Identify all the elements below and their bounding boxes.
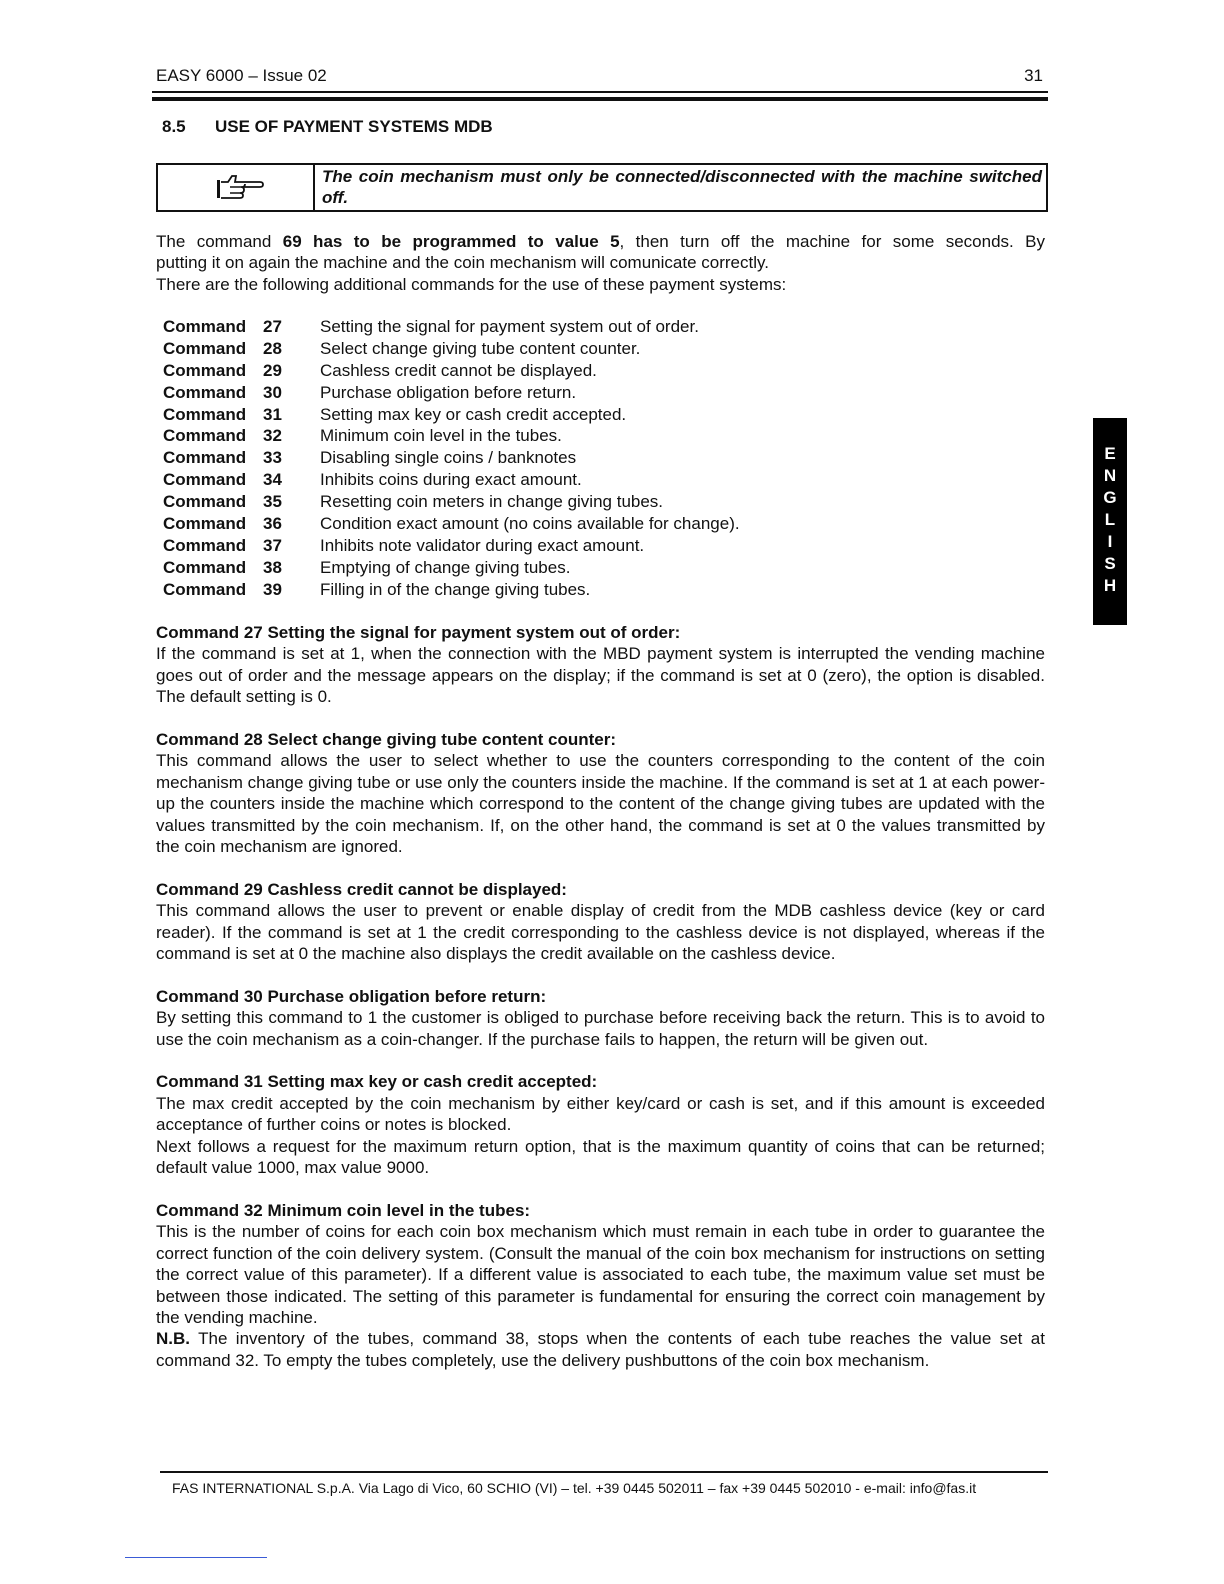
intro-line1-post: , then turn off the machine for some seconds. By <box>619 232 1046 251</box>
command-number: 30 <box>263 382 282 402</box>
command-number: 37 <box>263 535 282 555</box>
command-label: Command <box>163 404 247 424</box>
section-command-30-title: Command 30 Purchase obligation before return: <box>156 986 547 1006</box>
intro-line3: There are the following additional commands for the use of these payment systems: <box>156 274 787 294</box>
nb-text: The inventory of the tubes, command 38, stops when the contents of each tube reaches the value set at command 32. To empty the tubes completely, use the delivery pushbuttons of the coin box mechanism. <box>156 1329 1045 1370</box>
command-description: Inhibits note validator during exact amount. <box>320 535 645 555</box>
section-command-29-title: Command 29 Cashless credit cannot be displayed: <box>156 879 567 899</box>
language-tab-letter: G <box>1103 488 1117 507</box>
nb-label: N.B. <box>156 1329 190 1349</box>
section-command-30 <box>156 986 1045 1050</box>
section-command-32-body: This is the number of coins for each coin box mechanism which must remain in each tube in order to guarantee the correct function of the coin delivery system. (Consult the manual of the coin box mechanism for instructions on setting the correct value of this parameter). If a different value is associated to each tube, the maximum value set must be between those indicated. The setting of this parameter is fundamental for ensuring the correct coin management by the vending machine. <box>156 1222 1045 1327</box>
command-description: Setting max key or cash credit accepted. <box>320 404 627 424</box>
command-number: 27 <box>263 317 282 336</box>
command-number: 33 <box>263 448 282 468</box>
command-list-row <box>163 404 863 426</box>
command-label: Command <box>163 360 247 380</box>
section-command-27 <box>156 622 1045 708</box>
command-list-row <box>163 382 863 404</box>
command-number: 36 <box>263 514 282 534</box>
command-description: Condition exact amount (no coins available for change). <box>320 514 740 534</box>
command-description: Cashless credit cannot be displayed. <box>320 360 597 380</box>
command-number: 31 <box>263 404 282 424</box>
command-description: Select change giving tube content counter. <box>320 338 641 358</box>
command-list-row <box>163 447 863 469</box>
language-tab-letter: H <box>1103 576 1117 595</box>
language-tab-letter: N <box>1103 466 1117 485</box>
warning-notice-box <box>156 163 1048 212</box>
command-descriptions <box>156 622 1045 1393</box>
command-label: Command <box>163 514 247 534</box>
command-list-row <box>163 579 863 601</box>
command-number: 35 <box>263 492 282 512</box>
section-title: USE OF PAYMENT SYSTEMS MDB <box>215 117 493 136</box>
notice-icon-cell <box>158 165 315 210</box>
section-heading <box>162 117 493 137</box>
command-description: Emptying of change giving tubes. <box>320 557 571 577</box>
command-label: Command <box>163 426 247 446</box>
language-tab-letter: L <box>1104 510 1116 529</box>
command-label: Command <box>163 492 247 512</box>
command-list-row <box>163 425 863 447</box>
section-command-31-body-2: Next follows a request for the maximum return option, that is the maximum quantity of coins that can be returned; default value 1000, max value 9000. <box>156 1136 1045 1178</box>
command-description: Inhibits coins during exact amount. <box>320 470 582 490</box>
command-number: 29 <box>263 360 282 380</box>
command-description: Minimum coin level in the tubes. <box>320 426 562 446</box>
header-rule-thick <box>152 97 1048 101</box>
command-number: 32 <box>263 426 282 446</box>
language-tab-letters <box>1093 443 1127 597</box>
section-command-28-title: Command 28 Select change giving tube content counter: <box>156 730 617 750</box>
command-description: Resetting coin meters in change giving tubes. <box>320 492 664 512</box>
section-command-32 <box>156 1200 1045 1371</box>
language-tab-letter: S <box>1104 554 1116 573</box>
intro-line1-bold: 69 has to be programmed to value 5 <box>282 232 620 251</box>
section-command-29 <box>156 879 1045 965</box>
language-tab-letter: E <box>1104 444 1116 463</box>
section-command-29-body: This command allows the user to prevent or enable display of credit from the MDB cashless device (key or card reader). If the command is set at 1 the credit corresponding to the cashless device is not displayed, whereas if the command is set at 0 the machine also displays the credit available on the cashless device. <box>156 901 1045 964</box>
command-list-row <box>163 338 863 360</box>
command-list <box>163 316 863 601</box>
section-command-30-body: By setting this command to 1 the customer is obliged to purchase before receiving back the return. This is to avoid to use the coin mechanism as a coin-changer. If the purchase fails to happen, the return will be given out. <box>156 1008 1045 1049</box>
document-title: EASY 6000 – Issue 02 <box>156 66 327 85</box>
command-number: 28 <box>263 338 282 358</box>
section-number: 8.5 <box>162 117 186 136</box>
section-command-31-title: Command 31 Setting max key or cash credit accepted: <box>156 1072 598 1092</box>
intro-paragraph <box>156 231 1045 295</box>
command-number: 38 <box>263 557 282 577</box>
page-footer: FAS INTERNATIONAL S.p.A. Via Lago di Vico, 60 SCHIO (VI) – tel. +39 0445 502011 – fax +39 0445 502010 - e-mail: info@fas.it <box>172 1480 977 1496</box>
intro-line1-pre: The command <box>156 232 283 251</box>
pointing-hand-icon <box>216 174 264 200</box>
command-list-row <box>163 557 863 579</box>
command-label: Command <box>163 317 247 336</box>
section-command-32-title: Command 32 Minimum coin level in the tubes: <box>156 1200 531 1220</box>
command-label: Command <box>163 470 247 490</box>
footer-rule <box>160 1471 1048 1473</box>
section-command-27-title: Command 27 Setting the signal for payment system out of order: <box>156 623 681 642</box>
command-list-row <box>163 535 863 557</box>
command-list-row <box>163 491 863 513</box>
command-label: Command <box>163 579 247 599</box>
intro-line2: putting it on again the machine and the coin mechanism will comunicate correctly. <box>156 253 769 273</box>
command-list-row <box>163 360 863 382</box>
section-command-28 <box>156 729 1045 857</box>
language-tab-letter: I <box>1107 532 1113 551</box>
command-number: 39 <box>263 579 282 599</box>
section-command-31-body-1: The max credit accepted by the coin mechanism by either key/card or cash is set, and if this amount is exceeded acceptance of further coins or notes is blocked. <box>156 1093 1045 1135</box>
command-label: Command <box>163 448 247 468</box>
command-list-row <box>163 316 863 338</box>
command-list-row <box>163 513 863 535</box>
command-label: Command <box>163 382 247 402</box>
command-list-row <box>163 469 863 491</box>
section-command-28-body: This command allows the user to select whether to use the counters corresponding to the content of the coin mechanism change giving tube or use only the counters inside the machine. If the command is set at 1 at each power-up the counters inside the machine which correspond to the content of the change giving tubes are updated with the values transmitted by the coin mechanism. If, on the other hand, the command is set at 0 the values transmitted by the coin mechanism are ignored. <box>156 751 1045 857</box>
notice-text: The coin mechanism must only be connected/disconnected with the machine switched off. <box>322 167 1042 207</box>
language-side-tab <box>1093 418 1127 625</box>
command-label: Command <box>163 535 247 555</box>
section-command-32-note <box>156 1328 1045 1371</box>
section-command-27-body: If the command is set at 1, when the connection with the MBD payment system is interrupted the vending machine goes out of order and the message appears on the display; if the command is set at 0 (zero), the option is disabled. The default setting is 0. <box>156 644 1045 707</box>
command-description: Disabling single coins / banknotes <box>320 448 577 468</box>
page-number: 31 <box>1024 66 1043 85</box>
command-description: Setting the signal for payment system out of order. <box>320 317 699 336</box>
page-header <box>156 66 1048 88</box>
command-label: Command <box>163 338 247 358</box>
section-command-31 <box>156 1071 1045 1178</box>
command-description: Purchase obligation before return. <box>320 382 577 402</box>
footnote-separator <box>125 1557 267 1558</box>
command-label: Command <box>163 557 247 577</box>
header-rule-thin <box>152 91 1048 93</box>
command-number: 34 <box>263 470 282 490</box>
command-description: Filling in of the change giving tubes. <box>320 579 591 599</box>
